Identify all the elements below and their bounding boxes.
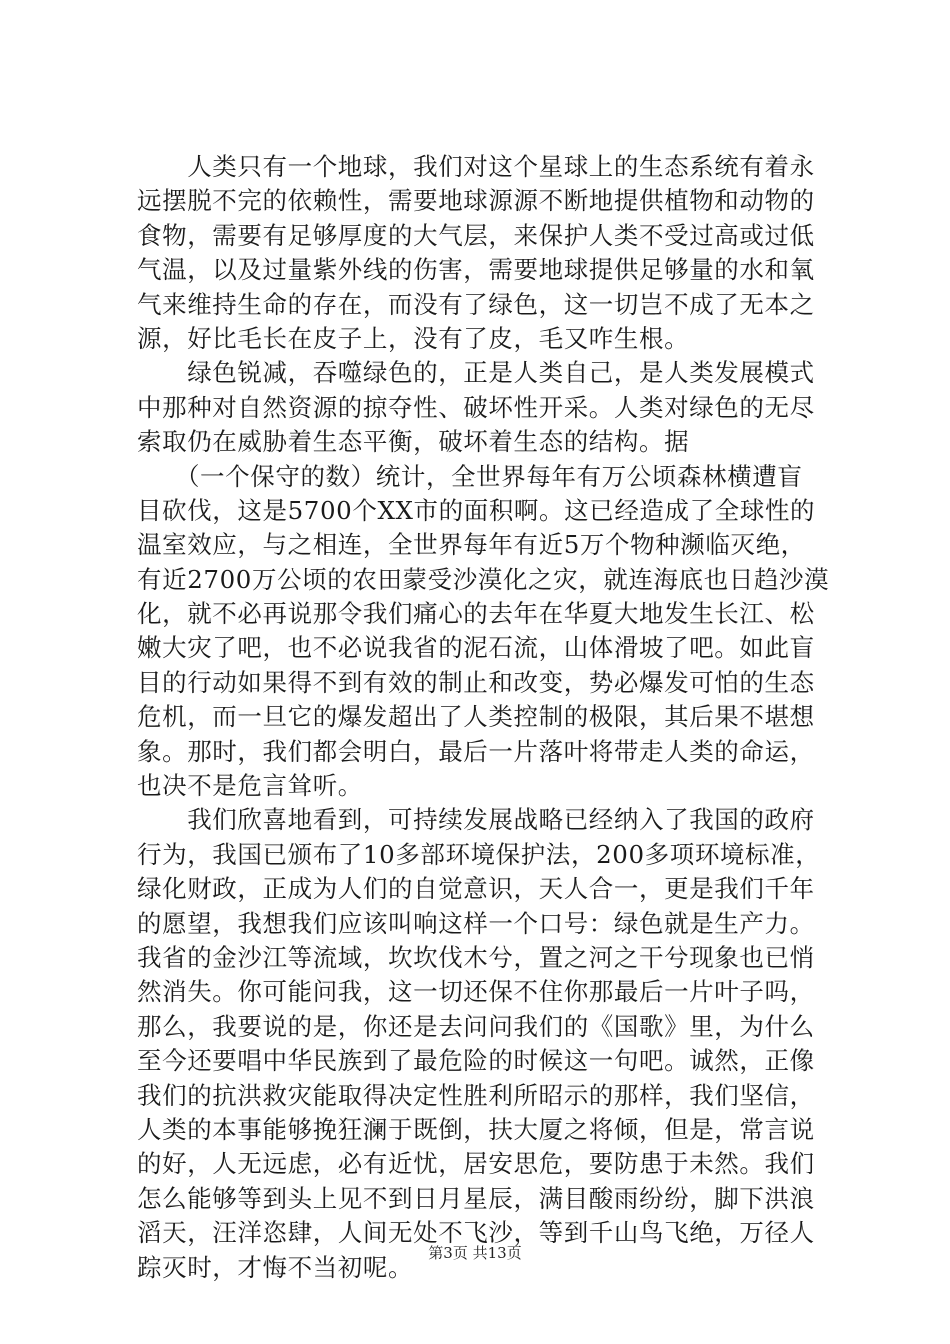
text-line: 至今还要唱中华民族到了最危险的时候这一句吧。诚然，正像: [137, 1046, 815, 1076]
text-line: 人类只有一个地球，我们对这个星球上的生态系统有着永: [137, 152, 815, 181]
text-line: 中那种对自然资源的掠夺性、破坏性开采。人类对绿色的无尽: [137, 392, 815, 422]
text-line: 的愿望，我想我们应该叫响这样一个口号：绿色就是生产力。: [137, 908, 815, 938]
text-line: 我省的金沙江等流域，坎坎伐木兮，置之河之干兮现象也已悄: [137, 942, 815, 972]
text-line: 有近2700万公顷的农田蒙受沙漠化之灾，就连海底也日趋沙漠: [137, 564, 830, 594]
text-line: 绿色锐减，吞噬绿色的，正是人类自己，是人类发展模式: [137, 358, 815, 388]
text-line: 人类的本事能够挽狂澜于既倒，扶大厦之将倾，但是，常言说: [137, 1114, 815, 1144]
text-line: 绿化财政，正成为人们的自觉意识，天人合一，更是我们千年: [137, 874, 815, 904]
text-line: 怎么能够等到头上见不到日月星辰，满目酸雨纷纷，脚下洪浪: [137, 1183, 815, 1213]
text-line: 化，就不必再说那令我们痛心的去年在华夏大地发生长江、松: [137, 599, 815, 629]
text-line: 滔天，汪洋恣肆，人间无处不飞沙，等到千山鸟飞绝，万径人: [137, 1218, 815, 1248]
text-line: 嫩大灾了吧，也不必说我省的泥石流，山体滑坡了吧。如此盲: [137, 633, 815, 663]
text-line: （一个保守的数）统计，全世界每年有万公顷森林横遭盲: [137, 461, 803, 491]
text-line: 目的行动如果得不到有效的制止和改变，势必爆发可怕的生态: [137, 667, 815, 697]
text-line: 行为，我国已颁布了10多部环境保护法，200多项环境标准，: [137, 839, 821, 869]
text-line: 索取仍在威胁着生态平衡，破坏着生态的结构。据: [137, 427, 690, 457]
text-line: 我们欣喜地看到，可持续发展战略已经纳入了我国的政府: [137, 805, 815, 835]
text-line: 也决不是危言耸听。: [137, 771, 363, 801]
text-line: 象。那时，我们都会明白，最后一片落叶将带走人类的命运，: [137, 736, 815, 766]
body-text: [137, 150, 833, 1285]
page-number-footer: 第3页 共13页: [428, 1244, 522, 1262]
text-line: 踪灭时，才悔不当初呢。: [137, 1252, 414, 1282]
text-line: 温室效应，与之相连，全世界每年有近5万个物种濒临灭绝，: [137, 530, 806, 560]
text-line: 食物，需要有足够厚度的大气层，来保护人类不受过高或过低: [137, 220, 815, 250]
text-line: 气来维持生命的存在，而没有了绿色，这一切岂不成了无本之: [137, 289, 815, 319]
text-line: 气温，以及过量紫外线的伤害，需要地球提供足够量的水和氧: [137, 255, 815, 285]
text-line: 那么，我要说的是，你还是去问问我们的《国歌》里，为什么: [137, 1011, 815, 1041]
text-line: 目砍伐，这是5700个XX市的面积啊。这已经造成了全球性的: [137, 495, 816, 525]
text-line: 危机，而一旦它的爆发超出了人类控制的极限，其后果不堪想: [137, 702, 815, 732]
text-line: 然消失。你可能问我，这一切还保不住你那最后一片叶子吗，: [137, 977, 815, 1007]
text-line: 源，好比毛长在皮子上，没有了皮，毛又咋生根。: [137, 323, 690, 353]
text-line: 我们的抗洪救灾能取得决定性胜利所昭示的那样，我们坚信，: [137, 1080, 815, 1110]
text-line: 的好，人无远虑，必有近忧，居安思危，要防患于未然。我们: [137, 1149, 815, 1179]
text-line: 远摆脱不完的依赖性，需要地球源源不断地提供植物和动物的: [137, 186, 815, 216]
